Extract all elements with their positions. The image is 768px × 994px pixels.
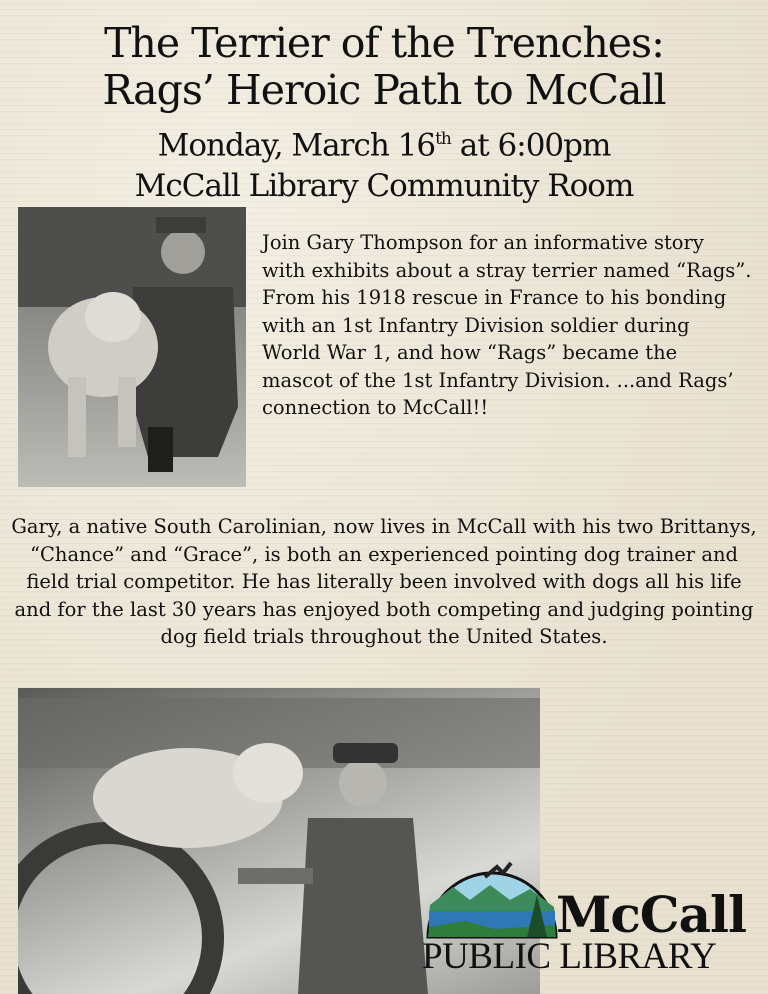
event-details xyxy=(0,119,768,207)
date-suffix: th xyxy=(435,129,451,149)
time-text: at 6:00pm xyxy=(450,127,611,164)
title-line-2: Rags’ Heroic Path to McCall xyxy=(102,66,666,114)
event-date xyxy=(0,119,768,166)
date-text: Monday, March 16 xyxy=(157,127,436,164)
event-title xyxy=(0,20,768,114)
speaker-bio: Gary, a native South Carolinian, now lives in McCall with his two Brittanys, “Chance” and “Grace”, is both an experienced pointing dog trainer and field trial competitor. He has literally been involved with dogs all his life and for the last 30 years has enjoyed both competing and judging pointing dog field trials throughout the United States. xyxy=(11,515,757,648)
photo-soldier-with-rags xyxy=(18,207,246,487)
logo-subtitle: PUBLIC LIBRARY xyxy=(422,936,717,977)
title-line-1: The Terrier of the Trenches: xyxy=(104,19,664,67)
logo-name: McCall xyxy=(556,885,746,944)
lake-mountain-emblem-icon xyxy=(425,855,560,940)
event-description: Join Gary Thompson for an informative story with exhibits about a stray terrier named “Rags”. From his 1918 rescue in France to his bonding with an 1st Infantry Division soldier during World War 1, and how “Rags” became the mascot of the 1st Infantry Division. ...and Rags’ connection to McCall!! xyxy=(262,231,752,419)
soldier-dog-image xyxy=(18,207,246,487)
event-location: McCall Library Community Room xyxy=(134,168,634,205)
mccall-library-logo xyxy=(420,855,750,980)
